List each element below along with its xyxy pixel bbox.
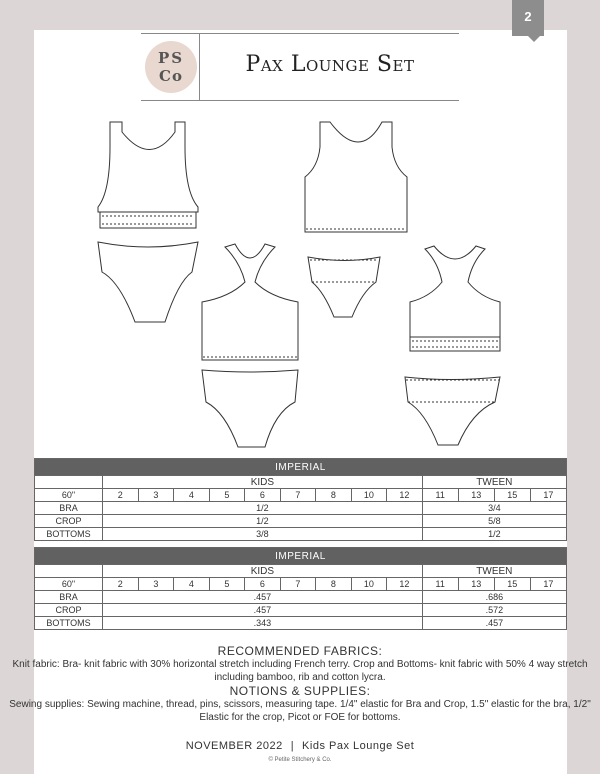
page-footer (0, 740, 600, 752)
page-number-tab: 2 (512, 0, 544, 36)
size-header: 12 (387, 489, 423, 502)
row-label: CROP (35, 604, 103, 617)
size-header: 8 (316, 578, 352, 591)
size-header: 15 (494, 578, 530, 591)
tween-value: .572 (422, 604, 566, 617)
size-header: 17 (530, 578, 566, 591)
racerback-bra-sketch (410, 246, 500, 351)
row-label: BOTTOMS (35, 528, 103, 541)
kids-value: 3/8 (103, 528, 423, 541)
size-header: 2 (103, 489, 139, 502)
size-header: 15 (494, 489, 530, 502)
size-header: 4 (174, 578, 210, 591)
size-header: 5 (209, 489, 245, 502)
logo-text-top: PS (157, 49, 185, 67)
crop-tank-sketch-1 (305, 122, 407, 232)
width-label: 60" (35, 578, 103, 591)
size-table-fractions (34, 458, 567, 541)
tween-value: .686 (422, 591, 566, 604)
kids-value: .343 (103, 617, 423, 630)
row-label: BRA (35, 502, 103, 515)
table-banner: IMPERIAL (35, 459, 567, 476)
tween-value: 3/4 (422, 502, 566, 515)
bottoms-sketch-4 (405, 377, 500, 445)
kids-group-label: KIDS (103, 476, 423, 489)
materials-section (0, 644, 600, 724)
notions-text: Sewing supplies: Sewing machine, thread, pins, scissors, measuring tape. 1/4" elastic for Bra and Crop, 1.5" elastic for the bra, 1/2" Elastic for the crop, Picot or FOE for bottoms. (9, 699, 591, 723)
header-divider (199, 34, 200, 100)
fabrics-heading: RECOMMENDED FABRICS: (217, 644, 383, 658)
footer-pattern-name: Kids Pax Lounge Set (302, 740, 415, 752)
size-header: 2 (103, 578, 139, 591)
size-header: 13 (458, 578, 494, 591)
size-header: 11 (422, 489, 458, 502)
page-title: Pax Lounge Set (245, 52, 415, 77)
bottoms-sketch-2 (308, 257, 380, 317)
racerback-crop-sketch (202, 244, 298, 360)
empty-cell (35, 476, 103, 489)
size-header: 8 (316, 489, 352, 502)
size-table-decimals (34, 547, 567, 630)
size-header: 11 (422, 578, 458, 591)
size-header: 7 (280, 489, 316, 502)
brand-logo (145, 41, 197, 93)
footer-separator: | (290, 740, 295, 752)
table-banner: IMPERIAL (35, 548, 567, 565)
footer-date: NOVEMBER 2022 (185, 740, 283, 752)
empty-cell (35, 565, 103, 578)
row-label: BRA (35, 591, 103, 604)
bottoms-sketch-3 (202, 370, 298, 447)
row-label: CROP (35, 515, 103, 528)
tween-value: .457 (422, 617, 566, 630)
size-header: 3 (138, 489, 174, 502)
copyright-notice: © Petite Stitchery & Co. (268, 757, 332, 763)
kids-value: .457 (103, 591, 423, 604)
tween-group-label: TWEEN (422, 476, 566, 489)
size-header: 12 (387, 578, 423, 591)
size-header: 17 (530, 489, 566, 502)
tween-value: 5/8 (422, 515, 566, 528)
row-label: BOTTOMS (35, 617, 103, 630)
tween-value: 1/2 (422, 528, 566, 541)
size-header: 10 (351, 489, 387, 502)
size-header: 3 (138, 578, 174, 591)
size-header: 6 (245, 578, 281, 591)
garment-illustrations (80, 112, 530, 457)
kids-value: 1/2 (103, 502, 423, 515)
size-header: 10 (351, 578, 387, 591)
size-header: 4 (174, 489, 210, 502)
kids-value: 1/2 (103, 515, 423, 528)
tween-group-label: TWEEN (422, 565, 566, 578)
fabrics-text: Knit fabric: Bra- knit fabric with 30% horizontal stretch including French terry. Crop and Bottoms- knit fabric with 50% 4 way stretch including bamboo, rib and cotton lycra. (12, 659, 588, 683)
kids-group-label: KIDS (103, 565, 423, 578)
width-label: 60" (35, 489, 103, 502)
size-header: 13 (458, 489, 494, 502)
bottoms-sketch-1 (98, 242, 198, 322)
size-header: 5 (209, 578, 245, 591)
notions-heading: NOTIONS & SUPPLIES: (229, 684, 371, 698)
header-box (141, 33, 459, 101)
kids-value: .457 (103, 604, 423, 617)
bralette-sketch-1 (98, 122, 198, 228)
size-header: 6 (245, 489, 281, 502)
size-header: 7 (280, 578, 316, 591)
logo-text-bottom: Co (159, 67, 183, 85)
